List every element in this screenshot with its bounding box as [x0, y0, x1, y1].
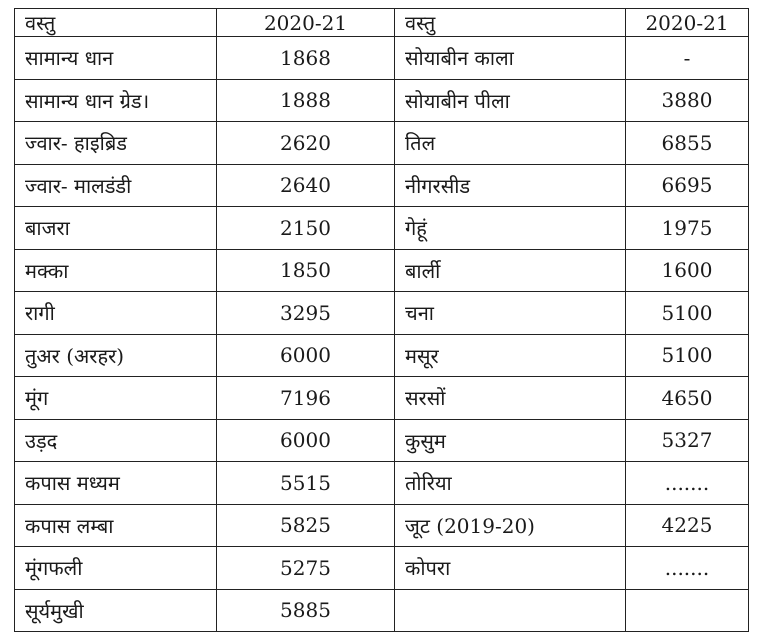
table-row [15, 377, 749, 420]
table-row [15, 122, 749, 165]
left-item-cell: कपास मध्यम [15, 462, 217, 505]
table-row [15, 589, 749, 632]
left-value-cell: 5515 [217, 462, 395, 505]
table-row [15, 504, 749, 547]
header-item-left: वस्तु [15, 9, 217, 37]
left-item-cell: उड़द [15, 419, 217, 462]
msp-table [14, 8, 749, 632]
left-item-cell: तुअर (अरहर) [15, 334, 217, 377]
right-value-cell: 3880 [626, 79, 749, 122]
right-item-cell: जूट (2019-20) [395, 504, 626, 547]
table-row [15, 419, 749, 462]
table-row [15, 164, 749, 207]
table-row [15, 547, 749, 590]
right-value-cell [626, 589, 749, 632]
table-row [15, 462, 749, 505]
table-row [15, 79, 749, 122]
header-row [15, 9, 749, 37]
right-value-cell: 1600 [626, 249, 749, 292]
right-item-cell: कुसुम [395, 419, 626, 462]
right-value-cell: - [626, 37, 749, 80]
right-value-cell: 4225 [626, 504, 749, 547]
left-item-cell: सूर्यमुखी [15, 589, 217, 632]
right-value-cell: 6695 [626, 164, 749, 207]
right-item-cell: तोरिया [395, 462, 626, 505]
left-item-cell: कपास लम्बा [15, 504, 217, 547]
right-item-cell: नीगरसीड [395, 164, 626, 207]
left-value-cell: 1888 [217, 79, 395, 122]
left-value-cell: 6000 [217, 334, 395, 377]
left-item-cell: मक्का [15, 249, 217, 292]
left-item-cell: बाजरा [15, 207, 217, 250]
right-value-cell: 1975 [626, 207, 749, 250]
right-item-cell: सोयाबीन काला [395, 37, 626, 80]
right-value-cell: 6855 [626, 122, 749, 165]
right-item-cell: चना [395, 292, 626, 335]
left-value-cell: 7196 [217, 377, 395, 420]
right-value-cell: 5100 [626, 334, 749, 377]
right-item-cell: कोपरा [395, 547, 626, 590]
left-value-cell: 2620 [217, 122, 395, 165]
left-value-cell: 1868 [217, 37, 395, 80]
right-value-cell: 4650 [626, 377, 749, 420]
left-item-cell: मूंगफली [15, 547, 217, 590]
left-item-cell: ज्वार- हाइब्रिड [15, 122, 217, 165]
header-item-right: वस्तु [395, 9, 626, 37]
table-row [15, 207, 749, 250]
right-item-cell: सरसों [395, 377, 626, 420]
table-row [15, 249, 749, 292]
left-item-cell: मूंग [15, 377, 217, 420]
left-value-cell: 5825 [217, 504, 395, 547]
left-item-cell: ज्वार- मालडंडी [15, 164, 217, 207]
left-item-cell: सामान्य धान [15, 37, 217, 80]
right-value-cell: ....... [626, 547, 749, 590]
right-item-cell [395, 589, 626, 632]
right-item-cell: गेहूं [395, 207, 626, 250]
table-row [15, 37, 749, 80]
left-item-cell: रागी [15, 292, 217, 335]
table-row [15, 292, 749, 335]
header-year-right: 2020-21 [626, 9, 749, 37]
right-item-cell: मसूर [395, 334, 626, 377]
left-value-cell: 1850 [217, 249, 395, 292]
left-value-cell: 5275 [217, 547, 395, 590]
left-item-cell: सामान्य धान ग्रेड। [15, 79, 217, 122]
left-value-cell: 2640 [217, 164, 395, 207]
right-item-cell: बार्ली [395, 249, 626, 292]
right-value-cell: ....... [626, 462, 749, 505]
left-value-cell: 6000 [217, 419, 395, 462]
right-item-cell: तिल [395, 122, 626, 165]
left-value-cell: 2150 [217, 207, 395, 250]
left-value-cell: 3295 [217, 292, 395, 335]
right-value-cell: 5327 [626, 419, 749, 462]
table-row [15, 334, 749, 377]
left-value-cell: 5885 [217, 589, 395, 632]
right-item-cell: सोयाबीन पीला [395, 79, 626, 122]
header-year-left: 2020-21 [217, 9, 395, 37]
right-value-cell: 5100 [626, 292, 749, 335]
